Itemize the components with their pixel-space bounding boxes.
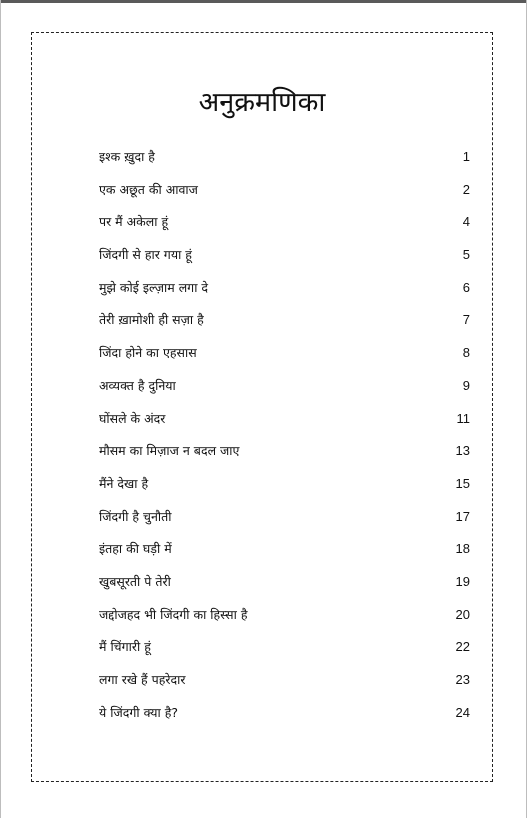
toc-entry-page: 15 <box>455 475 470 491</box>
toc-row <box>99 533 470 566</box>
toc-row <box>99 304 470 337</box>
toc-entry-title: मौसम का मिज़ाज न बदल जाए <box>99 443 240 459</box>
toc-row <box>99 501 470 534</box>
toc-entry-page: 2 <box>462 181 470 197</box>
toc-row <box>99 239 470 272</box>
toc-entry-page: 18 <box>455 541 470 557</box>
toc-entry-page: 1 <box>462 149 470 164</box>
toc-entry-title: जिंदगी है चुनौती <box>99 508 172 524</box>
toc-row <box>99 403 470 436</box>
toc-title: अनुक्रमणिका <box>198 87 326 118</box>
toc-entry-title: पर मैं अकेला हूं <box>99 214 169 230</box>
toc-entry-title: इंतहा की घड़ी में <box>99 541 172 557</box>
toc-entry-page: 13 <box>455 443 470 459</box>
toc-entry-page: 20 <box>455 606 470 622</box>
toc-row <box>99 697 470 730</box>
toc-row <box>99 468 470 501</box>
toc-row <box>99 664 470 697</box>
toc-entry-page: 19 <box>455 573 470 589</box>
toc-entry-page: 8 <box>462 345 470 361</box>
toc-entry-page: 7 <box>462 312 470 328</box>
toc-entry-title: लगा रखे हैं पहरेदार <box>99 672 186 687</box>
toc-row <box>99 631 470 664</box>
toc-entry-page: 22 <box>455 639 470 655</box>
toc-entry-title: खुबसूरती पे तेरी <box>99 573 171 589</box>
toc-entry-page: 24 <box>455 704 470 720</box>
toc-entry-page: 17 <box>455 508 470 524</box>
toc-entry-title: घोंसले के अंदर <box>99 410 166 426</box>
toc-entry-title: तेरी ख़ामोशी ही सज़ा है <box>99 312 204 328</box>
toc-entry-title: जद्दोजहद भी जिंदगी का हिस्सा है <box>99 606 248 622</box>
toc-row <box>99 370 470 403</box>
toc-row <box>99 337 470 370</box>
toc-entry-title: मैं चिंगारी हूं <box>99 639 151 655</box>
toc-row <box>99 141 470 174</box>
toc-row <box>99 206 470 239</box>
toc-entry-title: मैंने देखा है <box>99 475 149 491</box>
toc-entry-title: ये जिंदगी क्या है? <box>99 704 179 720</box>
toc-entry-page: 9 <box>462 377 470 393</box>
viewer-top-edge <box>0 0 527 3</box>
toc-entry-title: मुझे कोई इल्ज़ाम लगा दे <box>99 279 209 295</box>
toc-entry-title: इश्क ख़ुदा है <box>99 149 155 164</box>
toc-row <box>99 174 470 207</box>
toc-row <box>99 566 470 599</box>
toc-row <box>99 599 470 632</box>
page-frame <box>31 32 493 782</box>
toc-entry-page: 4 <box>462 214 470 230</box>
toc-entry-page: 11 <box>456 410 470 426</box>
toc-entry-page: 6 <box>462 279 470 295</box>
toc-row <box>99 272 470 305</box>
toc-row <box>99 435 470 468</box>
toc-entry-title: अव्यक्त है दुनिया <box>99 377 176 393</box>
toc-entry-title: जिंदा होने का एहसास <box>99 345 197 361</box>
toc-entry-title: जिंदगी से हार गया हूं <box>99 247 192 263</box>
toc-entry-page: 23 <box>455 672 470 687</box>
viewer-left-edge <box>0 0 1 818</box>
toc-entry-page: 5 <box>462 247 470 263</box>
toc-entry-title: एक अछूत की आवाज <box>99 181 198 197</box>
toc-list <box>99 141 470 729</box>
